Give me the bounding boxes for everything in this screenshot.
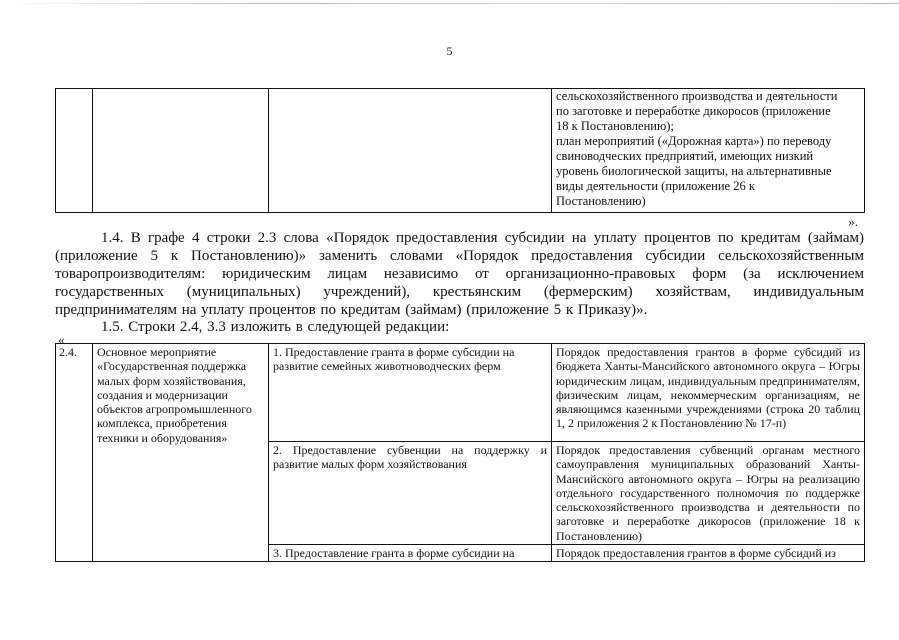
table-cell-order-text	[552, 89, 865, 213]
text-line: сельскохозяйственного производства и деятельности	[556, 89, 838, 103]
page-number: 5	[446, 44, 453, 58]
order-cell: Порядок предоставления грантов в форме субсидий из бюджета Ханты-Мансийского автономного округа – Югры юридическим лицам, индивидуальным предпринимателям, физическим лицам, некоммерческим организациям, не являющимся казенными учреждениями (строка 20 таблиц 1, 2 приложения 2 к Постановлению № 17-п)	[552, 344, 865, 442]
order-cell: Порядок предоставления субвенций органам местного самоуправления муниципальных образований Ханты-Мансийского автономного округа – Югры на реализацию отдельного государственного полномочия по поддержке сельскохозяйственного производства и деятельности по заготовке и переработке дикоросов (приложение 18 к Постановлению)	[552, 442, 865, 545]
measure-cell: 1. Предоставление гранта в форме субсидии на развитие семейных животноводческих ферм	[269, 344, 552, 442]
text-line: 18 к Постановлению);	[556, 119, 674, 133]
text-line: уровень биологической защиты, на альтернативные	[556, 164, 832, 178]
measure-cell: 3. Предоставление гранта в форме субсидии на	[269, 545, 552, 562]
continued-table	[55, 88, 865, 213]
new-rows-table	[55, 343, 865, 562]
scan-top-edge	[0, 3, 899, 4]
row-number-cell: 2.4.	[56, 344, 93, 562]
text-line: план мероприятий («Дорожная карта») по переводу	[556, 134, 832, 148]
table-cell-empty	[56, 89, 93, 213]
order-cell: Порядок предоставления грантов в форме субсидий из	[552, 545, 865, 562]
closing-quote: ».	[848, 214, 858, 229]
text-line: виды деятельности (приложение 26 к	[556, 179, 755, 193]
table-cell-empty	[269, 89, 552, 213]
text-line: по заготовке и переработке дикоросов (приложение	[556, 104, 831, 118]
opening-quote: «	[58, 332, 65, 347]
paragraph-1-4: 1.4. В графе 4 строки 2.3 слова «Порядок предоставления субсидии на уплату процентов по кредитам (займам) (приложение 5 к Постановлению)» заменить словами «Порядок предоставления субсидии сельскохозяйственным товаропроизводителям: юридическим лицам независимо от организационно-правовых форм (за исключением государственных (муниципальных) учреждений), крестьянским (фермерским) хозяйствам, индивидуальным предпринимателям на уплату процентов по кредитам (займам) (приложение 5 к Приказу)».	[55, 230, 864, 318]
text-line: Постановлению)	[556, 194, 646, 208]
main-event-cell: Основное мероприятие «Государственная поддержка малых форм хозяйствования, создания и модернизации объектов агропромышленного комплекса, приобретения техники и оборудования»	[93, 344, 269, 562]
table-row	[56, 344, 865, 442]
table-cell-empty	[93, 89, 269, 213]
text-line: свиноводческих предприятий, имеющих низкий	[556, 149, 814, 163]
paragraph-1-5: 1.5. Строки 2.4, 3.3 изложить в следующей редакции:	[101, 319, 450, 335]
table-row	[56, 89, 865, 213]
measure-cell: 2. Предоставление субвенции на поддержку и развитие малых форм хозяйствования	[269, 442, 552, 545]
